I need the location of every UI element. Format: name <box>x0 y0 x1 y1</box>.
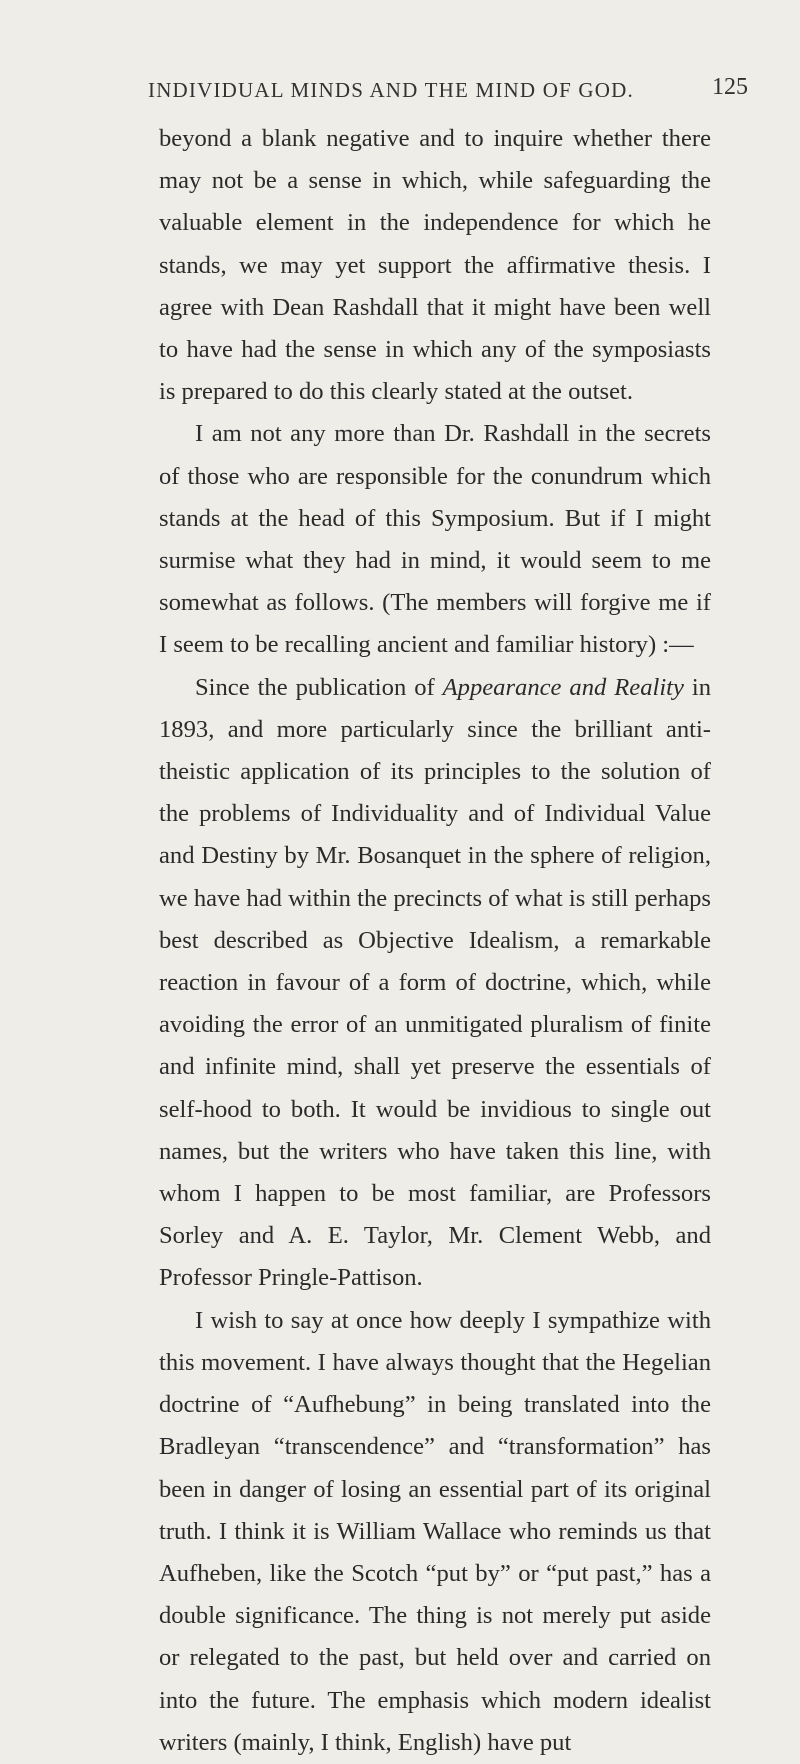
running-header: INDIVIDUAL MINDS AND THE MIND OF GOD. <box>148 78 634 102</box>
paragraph-4 <box>159 1300 711 1764</box>
paragraph-2 <box>159 413 711 666</box>
book-title-italic: Appearance and Reality <box>442 673 684 701</box>
paragraph-text: I am not any more than Dr. Rashdall in the secrets of those who are responsible for the conundrum which stands at the head of this Symposium. But if I might surmise what they had in mind, it would seem to me somewhat as follows. (The members will forgive me if I seem to be recalling ancient and familiar history) :— <box>159 420 711 659</box>
paragraph-text: Since the publication of <box>195 673 443 701</box>
body-text <box>159 118 711 1764</box>
page-number: 125 <box>712 74 748 100</box>
paragraph-1 <box>159 118 711 413</box>
paragraph-3 <box>159 667 711 1300</box>
paragraph-text: I wish to say at once how deeply I sympathize with this movement. I have always thought that the Hegelian doctrine of “Aufhebung” in being translated into the Bradleyan “transcendence” and “transformation” has been in danger of losing an essential part of its original truth. I think it is William Wallace who reminds us that Aufheben, like the Scotch “put by” or “put past,” has a double significance. The thing is not merely put aside or relegated to the past, but held over and carried on into the future. The emphasis which modern idealist writers (mainly, I think, English) have put <box>159 1306 711 1756</box>
paragraph-text: in 1893, and more particularly since the brilliant anti-theistic application of its principles to the solution of the problems of Individuality and of Individual Value and Destiny by Mr. Bosanquet in the sphere of religion, we have had within the precincts of what is still perhaps best described as Objective Idealism, a remarkable reaction in favour of a form of doctrine, which, while avoiding the error of an unmitigated pluralism of finite and infinite mind, shall yet preserve the essentials of self-hood to both. It would be invidious to single out names, but the writers who have taken this line, with whom I happen to be most familiar, are Professors Sorley and A. E. Taylor, Mr. Clement Webb, and Professor Pringle-Pattison. <box>159 673 712 1292</box>
paragraph-text: beyond a blank negative and to inquire whether there may not be a sense in which, while safeguarding the valuable element in the independence for which he stands, we may yet support the affirmative thesis. I agree with Dean Rashdall that it might have been well to have had the sense in which any of the symposiasts is prepared to do this clearly stated at the outset. <box>159 125 711 406</box>
